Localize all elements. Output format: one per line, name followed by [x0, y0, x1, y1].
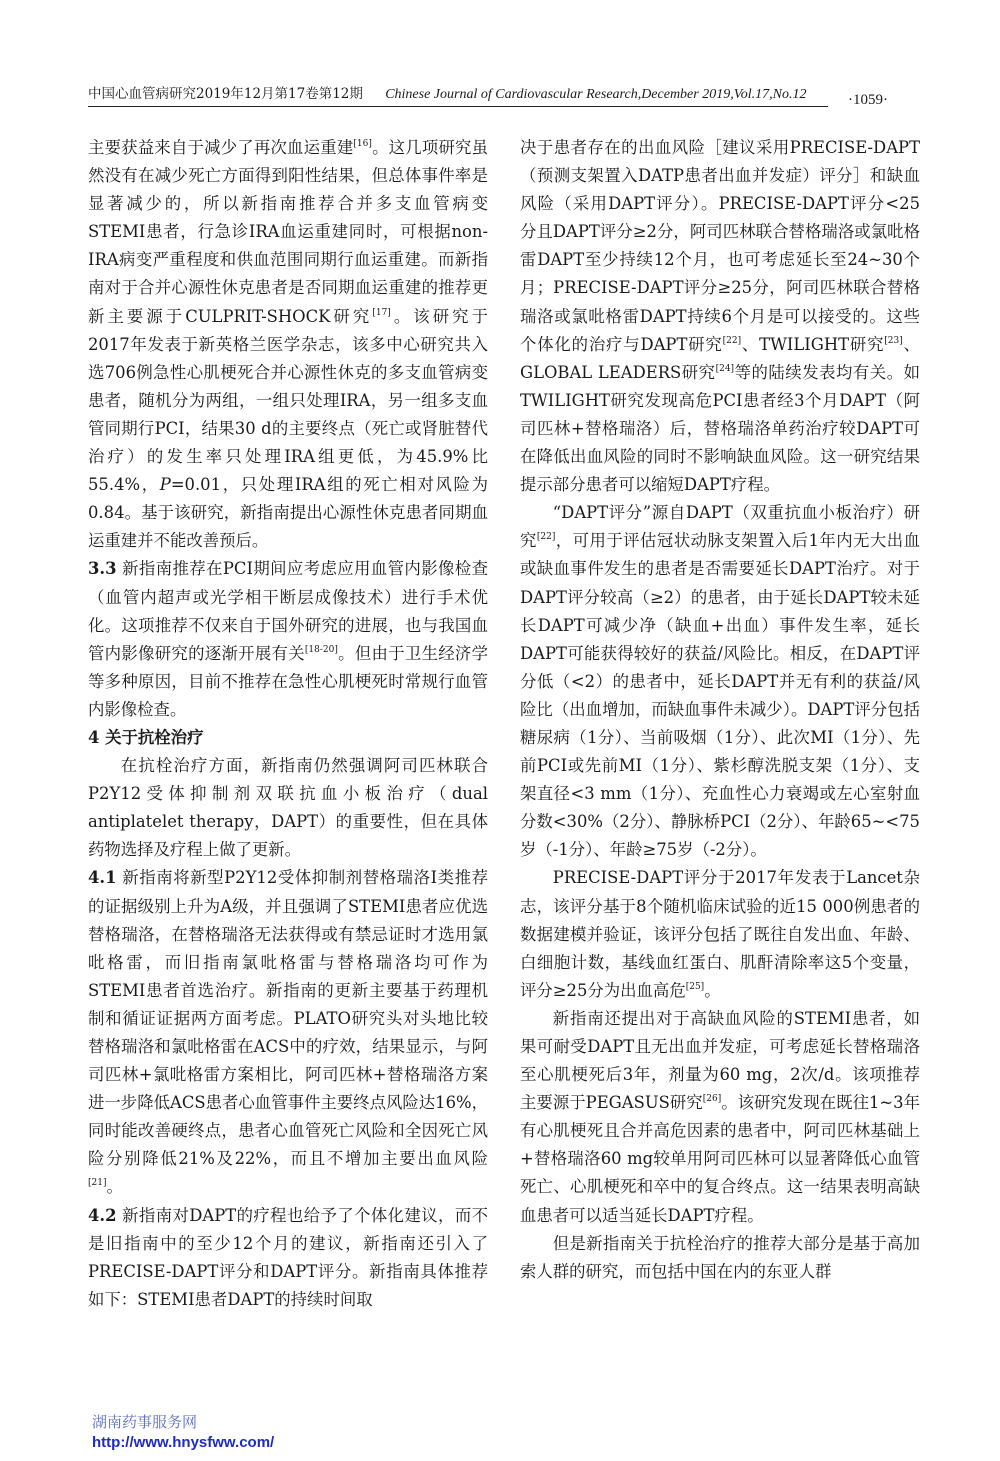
- section-number: 4.2: [88, 1205, 117, 1225]
- p-value-symbol: P: [159, 475, 171, 495]
- watermark-site-name: 湖南药事服务网: [92, 1414, 198, 1431]
- citation: [17]: [372, 307, 391, 318]
- journal-title-en: Chinese Journal of Cardiovascular Research,December 2019,Vol.17,No.12: [385, 87, 807, 102]
- section-4-1: 4.1 新指南将新型P2Y12受体抑制剂替格瑞洛Ⅰ类推荐的证据级别上升为A级，并且强调了STEMI患者应优选替格瑞洛，在替格瑞洛无法获得或有禁忌证时才选用氯吡格雷，而旧指南氯吡格雷与替格瑞洛均可作为STEMI患者首选治疗。新指南的更新主要基于药理机制和循证证据两方面考虑。PLATO研究头对头地比较替格瑞洛和氯吡格雷在ACS中的疗效，结果显示，与阿司匹林+氯吡格雷方案相比，阿司匹林+替格瑞洛方案进一步降低ACS患者心血管事件主要终点风险达16%，同时能改善硬终点，患者心血管死亡风险和全因死亡风险分别降低21%及22%，而且不增加主要出血风险[21]。: [88, 868, 488, 1197]
- running-header: [88, 84, 828, 107]
- paragraph: 新指南还提出对于高缺血风险的STEMI患者，如果可耐受DAPT且无出血并发症，可考虑延长替格瑞洛至心肌梗死后3年，剂量为60 mg，2次/d。该项推荐主要源于PEGASUS研究[26]。该研究发现在既往1~3年有心肌梗死且合并高危因素的患者中，阿司匹林基础上+替格瑞洛60 mg较单用阿司匹林可以显著降低心血管死亡、心肌梗死和卒中的复合终点。这一结果表明高缺血患者可以适当延长DAPT疗程。: [520, 1008, 921, 1225]
- paragraph: 决于患者存在的出血风险［建议采用PRECISE-DAPT（预测支架置入DATP患者出血并发症）评分］和缺血风险（采用DAPT评分）。PRECISE-DAPT评分<25分且DAPT评分≥2分，阿司匹林联合替格瑞洛或氯吡格雷DAPT至少持续12个月，也可考虑延长至24~30个月；PRECISE-DAPT评分≥25分，阿司匹林联合替格瑞洛或氯吡格雷DAPT持续6个月是可以接受的。这些个体化的治疗与DAPT研究[22]、TWILIGHT研究[23]、GLOBAL LEADERS研究[24]等的陆续发表均有关。如TWILIGHT研究发现高危PCI患者经3个月DAPT（阿司匹林+替格瑞洛）后，替格瑞洛单药治疗较DAPT可在降低出血风险的同时不影响缺血风险。这一研究结果提示部分患者可以缩短DAPT疗程。: [520, 138, 921, 495]
- citation: [23]: [884, 335, 903, 346]
- citation: [26]: [702, 1094, 722, 1105]
- paragraph: 在抗栓治疗方面，新指南仍然强调阿司匹林联合P2Y12受体抑制剂双联抗血小板治疗（dual antiplatelet therapy，DAPT）的重要性，但在具体药物选择及疗程上做了更新。: [88, 756, 488, 860]
- citation: [22]: [722, 335, 742, 346]
- section-heading-4: 4 关于抗栓治疗: [88, 727, 204, 747]
- journal-title-cn: 中国心血管病研究2019年12月第17卷第12期: [88, 86, 363, 102]
- page-number: ·1059·: [848, 92, 888, 108]
- citation: [18-20]: [304, 644, 338, 655]
- right-column: [520, 134, 920, 1286]
- citation: [25]: [685, 981, 705, 992]
- section-4-2: 4.2 新指南对DAPT的疗程也给予了个体化建议，而不是旧指南中的至少12个月的建议，新指南还引入了PRECISE-DAPT评分和DAPT评分。新指南具体推荐如下：STEMI患者DAPT的持续时间取: [88, 1205, 488, 1309]
- citation: [16]: [353, 139, 372, 149]
- paragraph: PRECISE-DAPT评分于2017年发表于Lancet杂志，该评分基于8个随机临床试验的近15 000例患者的数据建模并验证，该评分包括了既往自发出血、年龄、白细胞计数，基线血红蛋白、肌酐清除率这5个变量，评分≥25分为出血高危[25]。: [520, 868, 920, 1000]
- watermark-footer: [92, 1413, 274, 1453]
- section-number: 4.1: [88, 868, 117, 888]
- paragraph: 主要获益来自于减少了再次血运重建[16]。这几项研究虽然没有在减少死亡方面得到阳性结果，但总体事件率是显著减少的，所以新指南推荐合并多支血管病变STEMI患者，行急诊IRA血运重建同时，可根据non-IRA病变严重程度和供血范围同期行血运重建。而新指南对于合并心源性休克患者是否同期血运重建的推荐更新主要源于CULPRIT-SHOCK研究[17]。该研究于2017年发表于新英格兰医学杂志，该多中心研究共入选706例急性心肌梗死合并心源性休克的多支血管病变患者，随机分为两组，一组只处理IRA，另一组多支血管同期行PCI，结果30 d的主要终点（死亡或肾脏替代治疗）的发生率只处理IRA组更低，为45.9%比55.4%，P=0.01，只处理IRA组的死亡相对风险为0.84。基于该研究，新指南提出心源性休克患者同期血运重建并不能改善预后。: [88, 138, 489, 551]
- paragraph: 但是新指南关于抗栓治疗的推荐大部分是基于高加索人群的研究，而包括中国在内的东亚人群: [520, 1233, 920, 1281]
- section-number: 3.3: [88, 559, 117, 579]
- watermark-url: http://www.hnysfww.com/: [92, 1434, 275, 1451]
- citation: [21]: [88, 1178, 107, 1189]
- left-column: [88, 134, 488, 1314]
- paragraph: “DAPT评分”源自DAPT（双重抗血小板治疗）研究[22]，可用于评估冠状动脉支架置入后1年内无大出血或缺血事件发生的患者是否需要延长DAPT治疗。对于DAPT评分较高（≥2）的患者，由于延长DAPT较未延长DAPT可减少净（缺血+出血）事件发生率，延长DAPT可能获得较好的获益/风险比。相反，在DAPT评分低（<2）的患者中，延长DAPT并无有利的获益/风险比（出血增加，而缺血事件未减少）。DAPT评分包括糖尿病（1分）、当前吸烟（1分）、此次MI（1分）、先前PCI或先前MI（1分）、紫杉醇洗脱支架（1分）、支架直径<3 mm（1分）、充血性心力衰竭或左心室射血分数<30%（2分）、静脉桥PCI（2分）、年龄65~<75岁（-1分）、年龄≥75岁（-2分）。: [520, 503, 921, 860]
- citation: [22]: [536, 532, 556, 543]
- section-3-3: 3.3 新指南推荐在PCI期间应考虑应用血管内影像检查（血管内超声或光学相干断层成像技术）进行手术优化。这项推荐不仅来自于国外研究的进展，也与我国血管内影像研究的逐渐开展有关[18-20]。但由于卫生经济学等多种原因，目前不推荐在急性心肌梗死时常规行血管内影像检查。: [88, 559, 489, 719]
- citation: [24]: [715, 363, 735, 374]
